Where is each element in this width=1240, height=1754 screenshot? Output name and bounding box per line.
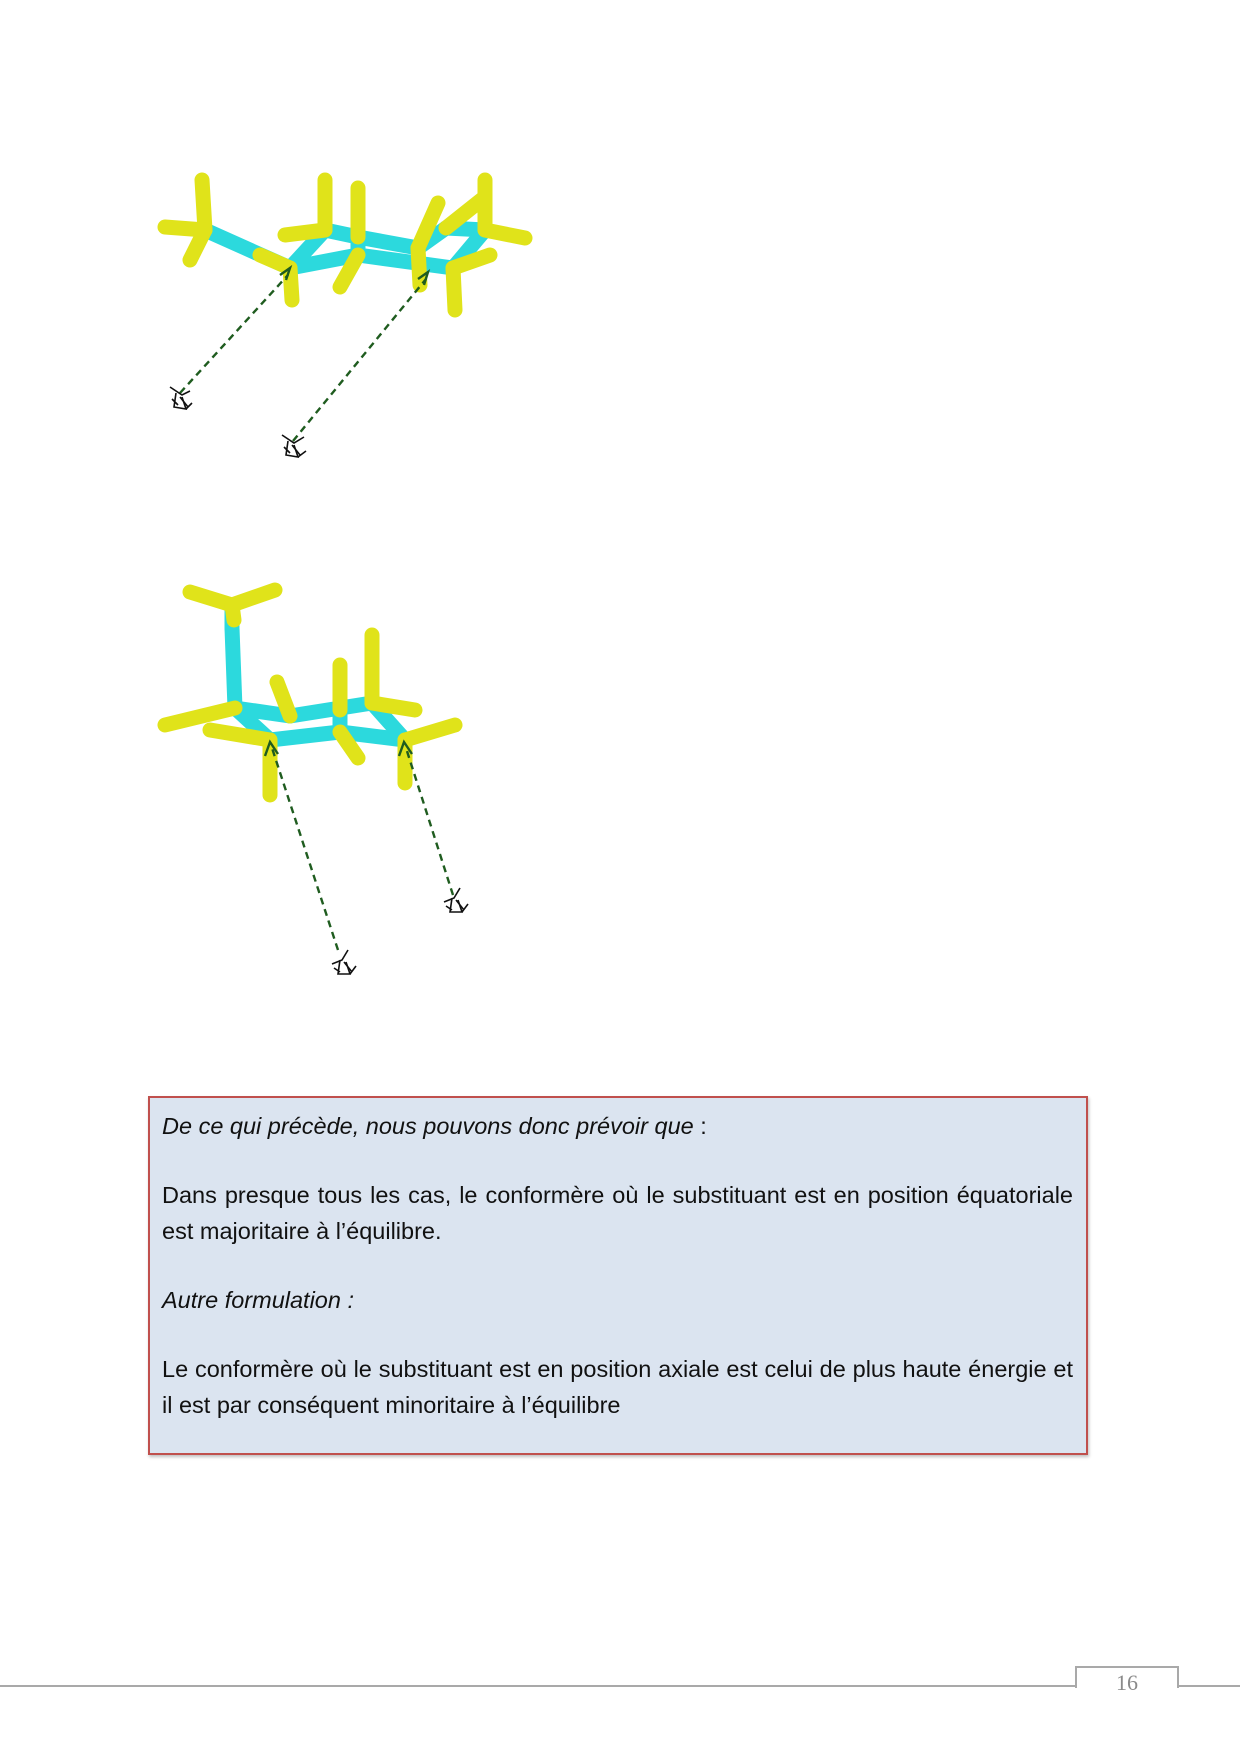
callout-intro-colon: :: [693, 1113, 707, 1139]
callout-subheading: Autre formulation :: [162, 1287, 355, 1313]
eye-icon: [332, 950, 356, 974]
callout-intro-text: De ce qui précède, nous pouvons donc prévoir que: [162, 1113, 694, 1139]
callout-paragraph-2: Le conformère où le substituant est en position axiale est celui de plus haute énergie et il est par conséquent minoritaire à l’équilibre: [162, 1356, 1073, 1418]
footer-rule: [0, 1685, 1240, 1687]
callout-intro: [162, 1108, 1073, 1144]
viewing-arrows: [180, 268, 428, 441]
conclusion-callout: [148, 1096, 1088, 1455]
page-number: 16: [1116, 1670, 1138, 1695]
molecule-figure-bottom: [140, 570, 560, 1010]
eye-icon: [444, 888, 468, 912]
viewing-arrows: [265, 742, 453, 950]
molecule-figure-top: [140, 125, 560, 525]
callout-paragraph-1: Dans presque tous les cas, le conformère où le substituant est en position équatoriale est majoritaire à l’équilibre.: [162, 1182, 1073, 1244]
